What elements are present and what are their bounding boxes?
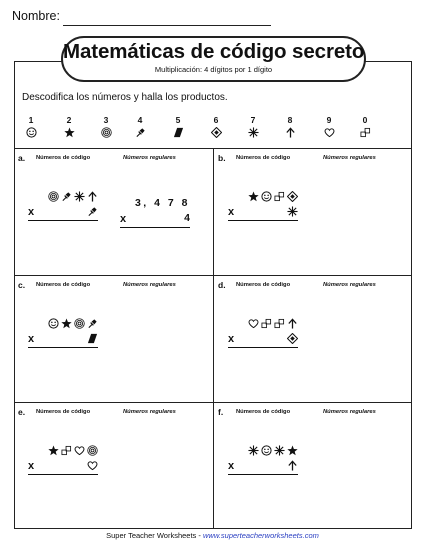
smiley-icon	[261, 190, 272, 202]
answer-line[interactable]	[228, 347, 298, 348]
problem-letter: e.	[18, 407, 26, 417]
key-entry	[59, 114, 79, 140]
key-symbol	[243, 126, 263, 140]
footer-url[interactable]: www.superteacherworksheets.com	[202, 531, 319, 540]
coded-multiplication	[228, 316, 298, 352]
key-digit: 0	[362, 115, 368, 125]
diamond-icon	[287, 190, 298, 202]
star-icon	[64, 126, 75, 138]
squares-icon	[61, 444, 72, 456]
regular-numbers-answer-area[interactable]	[320, 196, 400, 236]
key-symbol	[59, 126, 79, 140]
star-icon	[248, 190, 259, 202]
key-entry	[243, 114, 263, 140]
key-digit: 2	[66, 115, 72, 125]
problem-letter: c.	[18, 280, 26, 290]
regular-numbers-answer-area[interactable]	[120, 323, 200, 363]
key-entry	[280, 114, 300, 140]
regular-numbers-header: Números regulares	[323, 282, 376, 288]
multiply-sign: x	[120, 213, 127, 225]
key-symbol	[206, 126, 226, 140]
key-symbol	[130, 126, 150, 140]
spiral-icon	[101, 126, 112, 138]
coded-bottom-number	[87, 331, 98, 345]
footer	[0, 531, 425, 540]
problem-cell	[214, 148, 412, 274]
spiral-icon	[87, 444, 98, 456]
name-label: Nombre:	[12, 9, 60, 23]
key-digit: 8	[287, 115, 293, 125]
page-title: Matemáticas de código secreto	[63, 40, 365, 63]
multiply-sign: x	[28, 333, 35, 345]
star-icon	[48, 444, 59, 456]
parallelogram-icon	[173, 126, 184, 138]
regular-numbers-answer-area[interactable]	[120, 450, 200, 490]
key-entry	[355, 114, 375, 140]
problem-letter: a.	[18, 153, 26, 163]
smiley-icon	[48, 317, 59, 329]
coded-multiplication	[28, 316, 98, 352]
regular-numbers-answer-area[interactable]	[320, 450, 400, 490]
squares-icon	[274, 317, 285, 329]
regular-top-number: 3, 4 7 8	[134, 197, 190, 209]
problem-letter: d.	[218, 280, 226, 290]
code-numbers-header: Números de código	[36, 282, 91, 288]
regular-multiplication	[120, 196, 190, 232]
key-digit: 9	[326, 115, 332, 125]
key-digit: 3	[103, 115, 109, 125]
code-numbers-header: Números de código	[36, 155, 91, 161]
spiral-icon	[74, 317, 85, 329]
key-digit: 1	[28, 115, 34, 125]
code-numbers-header: Números de código	[236, 282, 291, 288]
problem-letter: b.	[218, 153, 226, 163]
coded-multiplication	[28, 189, 98, 225]
regular-numbers-answer-area[interactable]	[320, 323, 400, 363]
coded-multiplication	[228, 189, 298, 225]
coded-bottom-number	[87, 458, 98, 472]
answer-line[interactable]	[228, 220, 298, 221]
regular-numbers-header: Números regulares	[123, 155, 176, 161]
code-numbers-header: Números de código	[36, 409, 91, 415]
title-box	[61, 36, 366, 82]
key-digit: 5	[175, 115, 181, 125]
instructions: Descodifica los números y halla los productos.	[22, 92, 228, 103]
answer-line[interactable]	[120, 227, 190, 228]
coded-top-number	[48, 443, 98, 457]
heart-icon	[324, 126, 335, 138]
problem-grid	[14, 148, 412, 529]
asterisk-icon	[287, 205, 298, 217]
regular-numbers-header: Números regulares	[123, 409, 176, 415]
squares-icon	[360, 126, 371, 138]
multiply-sign: x	[228, 460, 235, 472]
regular-numbers-header: Números regulares	[323, 155, 376, 161]
asterisk-icon	[74, 190, 85, 202]
coded-bottom-number	[287, 458, 298, 472]
heart-icon	[74, 444, 85, 456]
multiply-sign: x	[228, 206, 235, 218]
coded-top-number	[248, 443, 298, 457]
key-symbol	[168, 126, 188, 140]
parallelogram-icon	[87, 332, 98, 344]
coded-top-number	[48, 316, 98, 330]
coded-bottom-number	[287, 331, 298, 345]
star-icon	[287, 444, 298, 456]
asterisk-icon	[248, 444, 259, 456]
problem-cell	[14, 402, 212, 528]
coded-top-number	[248, 189, 298, 203]
squares-icon	[274, 190, 285, 202]
up-arrow-icon	[87, 190, 98, 202]
multiply-sign: x	[228, 333, 235, 345]
coded-bottom-number	[87, 204, 98, 218]
key-digit: 7	[250, 115, 256, 125]
page-subtitle: Multiplicación: 4 dígitos por 1 dígito	[154, 65, 273, 74]
squares-icon	[261, 317, 272, 329]
coded-multiplication	[28, 443, 98, 479]
asterisk-icon	[248, 126, 259, 138]
up-arrow-icon	[287, 317, 298, 329]
multiply-sign: x	[28, 460, 35, 472]
name-line[interactable]	[63, 25, 271, 26]
key-entry	[96, 114, 116, 140]
regular-numbers-header: Números regulares	[123, 282, 176, 288]
regular-bottom-number: 4	[184, 212, 190, 224]
problem-cell	[14, 148, 212, 274]
multiply-sign: x	[28, 206, 35, 218]
answer-line[interactable]	[28, 220, 98, 221]
key-entry	[130, 114, 150, 140]
footer-brand: Super Teacher Worksheets -	[106, 531, 203, 540]
key-symbol	[280, 126, 300, 140]
problem-cell	[214, 275, 412, 401]
coded-top-number	[248, 316, 298, 330]
regular-numbers-header: Números regulares	[323, 409, 376, 415]
problem-cell	[14, 275, 212, 401]
key-entry	[21, 114, 41, 140]
answer-line[interactable]	[28, 474, 98, 475]
diamond-icon	[287, 332, 298, 344]
spiral-icon	[48, 190, 59, 202]
key-entry	[206, 114, 226, 140]
pin-icon	[61, 190, 72, 202]
code-numbers-header: Números de código	[236, 155, 291, 161]
key-digit: 6	[213, 115, 219, 125]
smiley-icon	[26, 126, 37, 138]
coded-bottom-number	[287, 204, 298, 218]
answer-line[interactable]	[28, 347, 98, 348]
asterisk-icon	[274, 444, 285, 456]
coded-multiplication	[228, 443, 298, 479]
problem-letter: f.	[218, 407, 224, 417]
key-digit: 4	[137, 115, 143, 125]
heart-icon	[248, 317, 259, 329]
up-arrow-icon	[287, 459, 298, 471]
key-symbol	[355, 126, 375, 140]
heart-icon	[87, 459, 98, 471]
pin-icon	[135, 126, 146, 138]
answer-line[interactable]	[228, 474, 298, 475]
key-entry	[168, 114, 188, 140]
key-symbol	[319, 126, 339, 140]
problem-cell	[214, 402, 412, 528]
key-entry	[319, 114, 339, 140]
pin-icon	[87, 317, 98, 329]
star-icon	[61, 317, 72, 329]
key-symbol	[21, 126, 41, 140]
up-arrow-icon	[285, 126, 296, 138]
key-symbol	[96, 126, 116, 140]
coded-top-number	[48, 189, 98, 203]
code-numbers-header: Números de código	[236, 409, 291, 415]
diamond-icon	[211, 126, 222, 138]
smiley-icon	[261, 444, 272, 456]
pin-icon	[87, 205, 98, 217]
